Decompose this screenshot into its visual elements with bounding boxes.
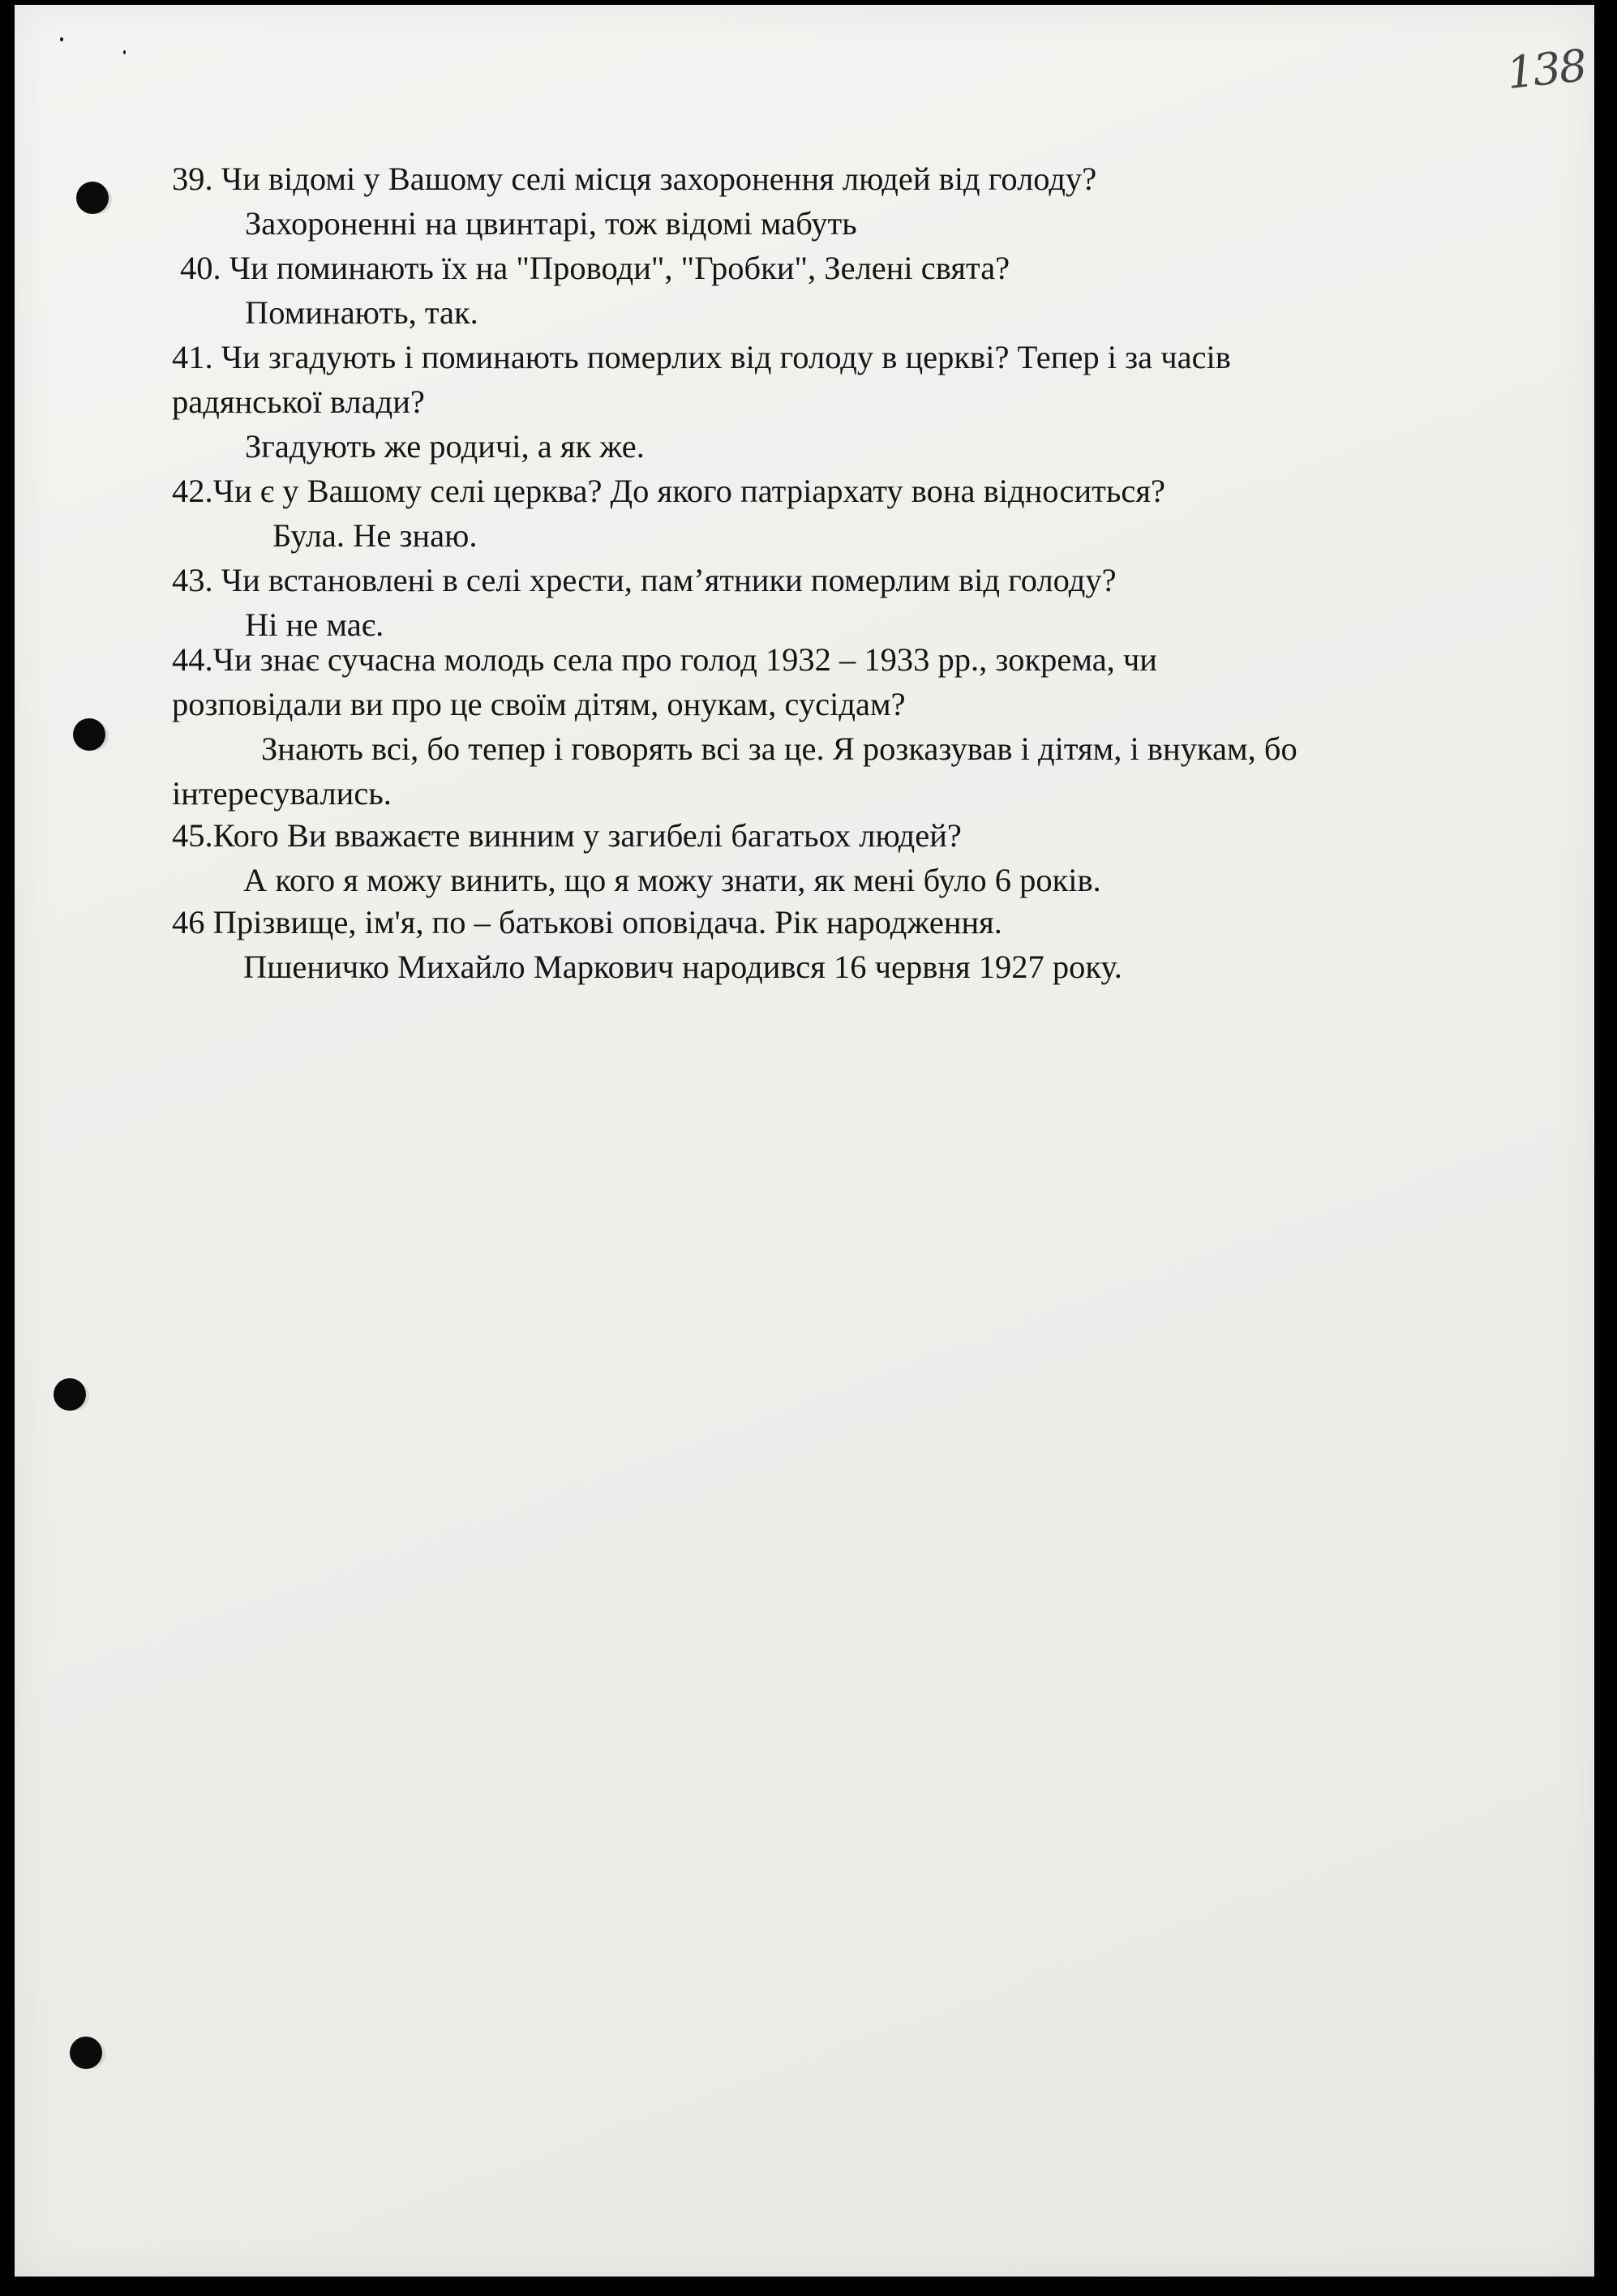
punch-hole xyxy=(54,1378,86,1411)
ink-speck xyxy=(123,50,126,54)
page-number: 138 xyxy=(1503,40,1589,99)
question-44-continued: розповідали ви про це своїм дітям, онукам, сусідам? xyxy=(172,686,906,722)
question-45: 45.Кого Ви вважаєте винним у загибелі багатьох людей? xyxy=(172,817,962,854)
answer-43: Ні не має. xyxy=(245,606,384,643)
answer-41: Згадують же родичі, а як же. xyxy=(245,428,645,465)
question-44: 44.Чи знає сучасна молодь села про голод 1932 – 1933 рр., зокрема, чи xyxy=(172,641,1157,678)
question-43: 43. Чи встановлені в селі хрести, пам’ятники померлим від голоду? xyxy=(172,562,1117,598)
question-40: 40. Чи поминають їх на "Проводи", "Гробки", Зелені свята? xyxy=(180,250,1010,286)
question-41: 41. Чи згадують і поминають померлих від голоду в церкві? Тепер і за часів xyxy=(172,339,1231,375)
question-41-continued: радянської влади? xyxy=(172,383,425,420)
answer-39: Захороненні на цвинтарі, тож відомі мабуть xyxy=(245,205,857,242)
punch-hole xyxy=(73,718,105,751)
answer-44: Знають всі, бо тепер і говорять всі за це. Я розказував і дітям, і внукам, бо xyxy=(261,730,1297,767)
question-42: 42.Чи є у Вашому селі церква? До якого патріархату вона відноситься? xyxy=(172,473,1165,509)
answer-46: Пшеничко Михайло Маркович народився 16 червня 1927 року. xyxy=(243,949,1122,985)
punch-hole xyxy=(76,182,109,214)
answer-44-continued: інтересувались. xyxy=(172,775,392,812)
question-46: 46 Прізвище, ім'я, по – батькові оповідача. Рік народження. xyxy=(172,904,1002,940)
question-39: 39. Чи відомі у Вашому селі місця захоронення людей від голоду? xyxy=(172,161,1097,197)
answer-42: Була. Не знаю. xyxy=(272,517,478,554)
answer-45: А кого я можу винить, що я можу знати, як мені було 6 років. xyxy=(243,862,1101,898)
ink-speck xyxy=(60,37,63,41)
answer-40: Поминають, так. xyxy=(245,294,478,331)
punch-hole xyxy=(70,2037,102,2069)
